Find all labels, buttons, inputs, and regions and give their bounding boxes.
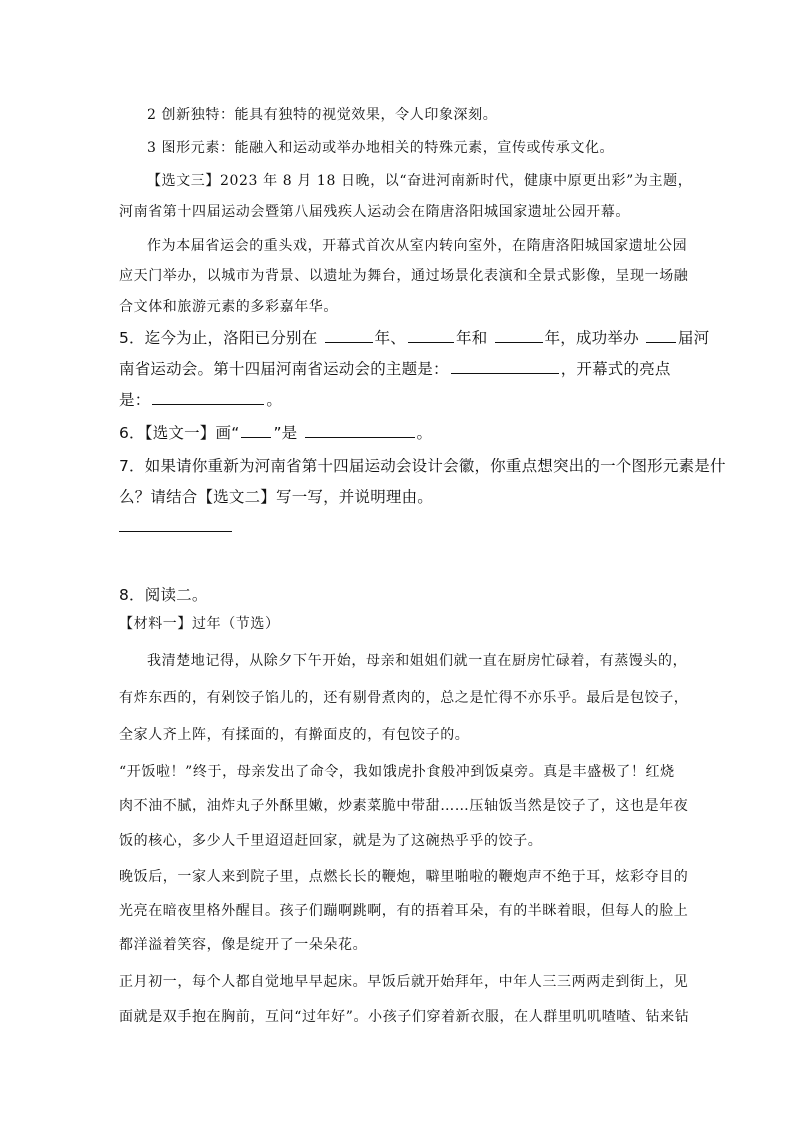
q6-word-blank[interactable]	[241, 423, 271, 438]
selection-3-para2-line-3: 合文体和旅游元素的多彩嘉年华。	[119, 299, 338, 315]
material-para2-line-3: 饭的核心，多少人千里迢迢赶回家，就是为了这碗热乎乎的饺子。	[119, 833, 543, 849]
q5-year-2-blank[interactable]	[408, 328, 454, 343]
q5-text-l2a: 南省运动会。第十四届河南省运动会的主题是：	[119, 360, 449, 378]
material-para4-line-2: 面就是双手抱在胸前，互问“过年好”。小孩子们穿着新衣服，在人群里叽叽喳喳、钻来钻	[119, 1009, 690, 1025]
q5-text-l2b: ，开幕式的亮点	[560, 360, 671, 378]
q5-theme-blank[interactable]	[451, 359, 559, 374]
material-para3-line-3: 都洋溢着笑容，像是绽开了一朵朵花。	[119, 937, 368, 953]
q5-text-b: 年、	[374, 329, 407, 347]
question-8-title: 8．阅读二。	[119, 586, 208, 604]
q6-text-a: 6．【选文一】画“	[119, 424, 240, 442]
material-para2-line-1: “开饭啦！”终于，母亲发出了命令，我如饿虎扑食般冲到饭桌旁。真是丰盛极了！红烧	[119, 764, 675, 780]
selection-3-para2-line-1: 作为本届省运会的重头戏，开幕式首次从室内转向室外，在隋唐洛阳城国家遗址公园	[147, 238, 688, 254]
question-5-line-3	[119, 388, 282, 410]
question-5-line-2	[119, 357, 671, 379]
criterion-3: 3 图形元素：能融入和运动或举办地相关的特殊元素，宣传或传承文化。	[147, 140, 615, 156]
q6-answer-blank[interactable]	[305, 423, 415, 438]
q6-text-b: ”是	[273, 424, 298, 442]
selection-3-para2-line-2: 应天门举办，以城市为背景、以遗址为舞台，通过场景化表演和全景式影像，呈现一场融	[119, 268, 689, 284]
material-para1-line-1: 我清楚地记得，从除夕下午开始，母亲和姐姐们就一直在厨房忙碌着，有蒸馒头的，	[147, 653, 688, 669]
q5-text-d: 年，成功举办	[544, 329, 639, 347]
material-para3-line-2: 光亮在暗夜里格外醒目。孩子们蹦啊跳啊，有的捂着耳朵，有的半眯着眼，但每人的脸上	[119, 903, 689, 919]
question-7-line-1: 7．如果请你重新为河南省第十四届运动会设计会徽，你重点想突出的一个图形元素是什	[119, 457, 726, 475]
q6-text-c: 。	[416, 424, 433, 442]
criterion-2: 2 创新独特：能具有独特的视觉效果，令人印象深刻。	[147, 107, 498, 123]
material-1-heading: 【材料一】过年（节选）	[119, 616, 280, 632]
q5-highlight-blank[interactable]	[152, 390, 264, 405]
material-para4-line-1: 正月初一，每个人都自觉地早早起床。早饭后就开始拜年，中年人三三两两走到街上，见	[119, 974, 689, 990]
material-para1-line-2: 有炸东西的，有剁饺子馅儿的，还有剔骨煮肉的，总之是忙得不亦乐乎。最后是包饺子，	[119, 690, 689, 706]
question-5-line-1	[119, 326, 709, 348]
q5-year-3-blank[interactable]	[495, 328, 543, 343]
q5-text-a: 5．迄今为止，洛阳已分别在	[119, 329, 318, 347]
material-para1-line-3: 全家人齐上阵，有揉面的，有擀面皮的，有包饺子的。	[119, 727, 470, 743]
material-para2-line-2: 肉不油不腻，油炸丸子外酥里嫩，炒素菜脆中带甜……压轴饭当然是饺子了，这也是年夜	[119, 798, 689, 814]
q5-year-1-blank[interactable]	[325, 328, 373, 343]
selection-3-line-1: 【选文三】2023 年 8 月 18 日晚，以“奋进河南新时代，健康中原更出彩”为主题，	[147, 173, 693, 189]
question-6	[119, 421, 432, 443]
q5-text-c: 年和	[456, 329, 488, 347]
question-7-line-2: 么？请结合【选文二】写一写，并说明理由。	[119, 488, 434, 506]
selection-3-line-2: 河南省第十四届运动会暨第八届残疾人运动会在隋唐洛阳城国家遗址公园开幕。	[119, 204, 630, 220]
material-para3-line-1: 晚饭后，一家人来到院子里，点燃长长的鞭炮，噼里啪啦的鞭炮声不绝于耳，炫彩夺目的	[119, 869, 689, 885]
q5-session-blank[interactable]	[646, 328, 676, 343]
q5-text-e: 届河	[677, 329, 710, 347]
q5-text-l3b: 。	[266, 391, 283, 409]
q5-text-l3a: 是：	[119, 391, 151, 409]
q7-answer-line[interactable]	[119, 531, 232, 532]
